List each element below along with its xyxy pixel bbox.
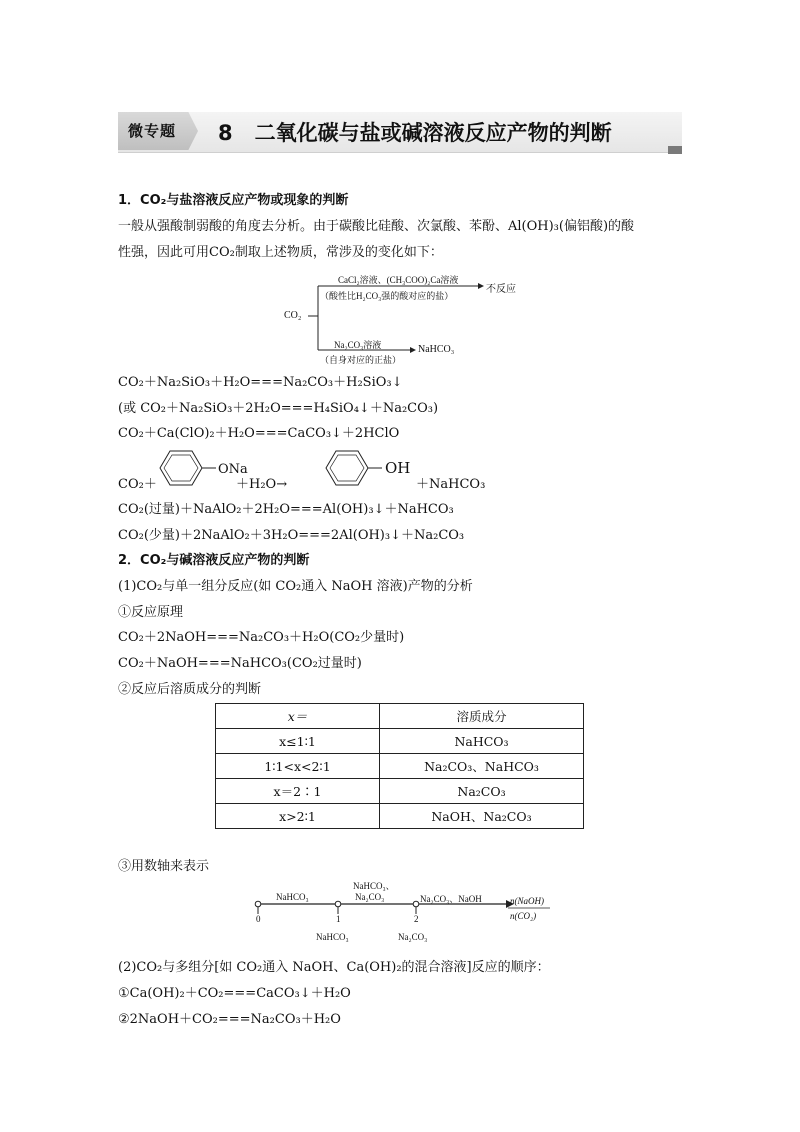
table-cell: NaHCO₃: [380, 729, 584, 754]
section1-paragraph-line1: 一般从强酸制弱酸的角度去分析。由于碳酸比硅酸、次氯酸、苯酚、Al(OH)₃(偏铝酸)的酸: [118, 219, 635, 234]
axis-numerator: n(NaOH): [510, 896, 544, 906]
tick-label: 0: [256, 914, 261, 924]
table-cell: 1∶1<x<2∶1: [216, 754, 380, 779]
diagram-lower-result: NaHCO₃: [418, 344, 455, 355]
section2-sub2: (2)CO₂与多组分[如 CO₂通入 NaOH、Ca(OH)₂的混合溶液]反应的顺序：: [118, 960, 550, 975]
table-row: [216, 754, 584, 779]
diagram-upper-reagent: CaCl₂溶液、(CH₃COO)₂Ca溶液: [338, 275, 459, 285]
equation-silicate-alt: (或 CO₂＋Na₂SiO₃＋2H₂O===H₄SiO₄↓＋Na₂CO₃): [118, 401, 439, 416]
table-header-row: [216, 704, 584, 729]
header-corner-block: [668, 146, 682, 154]
diagram-source: CO₂: [284, 310, 302, 321]
section2-sub1: (1)CO₂与单一组分反应(如 CO₂通入 NaOH 溶液)产物的分析: [118, 579, 473, 594]
phenol-ring-icon: [316, 446, 394, 490]
point-label-below: NaHCO₃: [316, 932, 349, 942]
page-title: [218, 117, 612, 147]
section2-point2: ②反应后溶质成分的判断: [118, 682, 262, 697]
region-label-above: NaHCO₃: [276, 892, 309, 902]
equation-naoh-limited: CO₂＋2NaOH===Na₂CO₃＋H₂O(CO₂少量时): [118, 630, 405, 645]
equation-order-1: ①Ca(OH)₂＋CO₂===CaCO₃↓＋H₂O: [118, 986, 351, 1001]
header-tag: 微专题: [128, 122, 177, 140]
diagram-lower-reagent: Na₂CO₃溶液: [334, 340, 382, 350]
diagram-upper-result: 不反应: [486, 284, 516, 295]
phenol-eq-tail: ＋NaHCO₃: [416, 477, 486, 492]
table-row: [216, 779, 584, 804]
region-label-above: Na₂CO₃: [355, 892, 385, 902]
table-header-solute: 溶质成分: [380, 704, 584, 729]
phenol-eq-mid: ＋H₂O→: [236, 477, 288, 492]
diagram-upper-note: （酸性比H₂CO₃强的酸对应的盐）: [320, 291, 454, 301]
phenol-eq-lead: CO₂＋: [118, 477, 157, 492]
equation-order-2: ②2NaOH＋CO₂===Na₂CO₃＋H₂O: [118, 1012, 341, 1027]
table-row: [216, 804, 584, 829]
section1-heading: 1．CO₂与盐溶液反应产物或现象的判断: [118, 193, 349, 208]
equation-silicate: CO₂＋Na₂SiO₃＋H₂O===Na₂CO₃＋H₂SiO₃↓: [118, 375, 403, 390]
table-row: [216, 729, 584, 754]
equation-hypochlorite: CO₂＋Ca(ClO)₂＋H₂O===CaCO₃↓＋2HClO: [118, 426, 400, 441]
phenol-eq-group1: ONa: [218, 462, 248, 477]
benzene-ring-icon: [150, 446, 228, 490]
equation-aluminate-limited: CO₂(少量)＋2NaAlO₂＋3H₂O===2Al(OH)₃↓＋Na₂CO₃: [118, 528, 465, 543]
region-label-above: NaHCO₃、: [353, 881, 395, 891]
table-header-x: x＝: [216, 704, 380, 729]
region-label-above: Na₂CO₃、NaOH: [420, 894, 482, 904]
section2-point1: ①反应原理: [118, 605, 184, 620]
topic-number: 8: [218, 121, 233, 145]
topic-title: 二氧化碳与盐或碱溶液反应产物的判断: [254, 121, 612, 145]
table-cell: NaOH、Na₂CO₃: [380, 804, 584, 829]
point-label-below: Na₂CO₃: [398, 932, 428, 942]
tick-label: 2: [414, 914, 419, 924]
diagram-lower-note: （自身对应的正盐）: [320, 355, 402, 365]
header-divider: [118, 152, 682, 153]
table-cell: x≤1∶1: [216, 729, 380, 754]
section2-point3: ③用数轴来表示: [118, 859, 210, 874]
phenol-eq-group2: OH: [385, 459, 411, 477]
axis-denominator: n(CO₂): [510, 911, 537, 921]
table-cell: Na₂CO₃、NaHCO₃: [380, 754, 584, 779]
section1-paragraph-line2: 性强，因此可用CO₂制取上述物质，常涉及的变化如下：: [118, 245, 443, 260]
equation-naoh-excess: CO₂＋NaOH===NaHCO₃(CO₂过量时): [118, 656, 362, 671]
equation-aluminate-excess: CO₂(过量)＋NaAlO₂＋2H₂O===Al(OH)₃↓＋NaHCO₃: [118, 502, 454, 517]
tick-label: 1: [336, 914, 341, 924]
table-cell: x>2∶1: [216, 804, 380, 829]
table-cell: x＝2∶1: [216, 779, 380, 804]
section2-heading: 2．CO₂与碱溶液反应产物的判断: [118, 553, 310, 568]
solute-table: [215, 703, 584, 829]
table-cell: Na₂CO₃: [380, 779, 584, 804]
